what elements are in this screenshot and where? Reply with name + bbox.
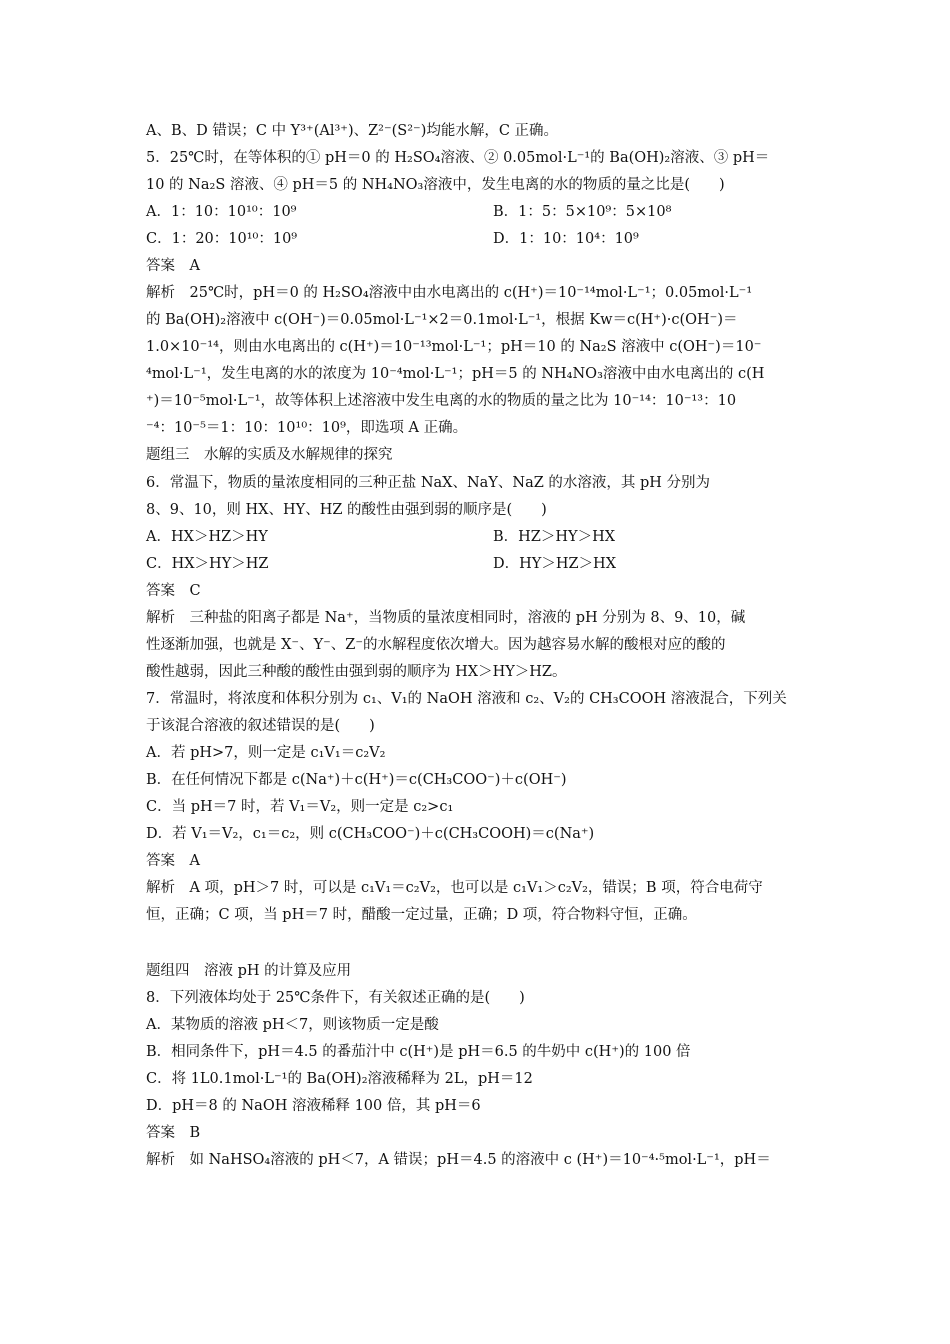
explanation-line: 解析 25℃时，pH＝0 的 H₂SO₄溶液中由水电离出的 c(H⁺)＝10⁻¹⁴mol·L⁻¹；0.05mol·L⁻¹ — [146, 285, 753, 301]
option-a: A．若 pH>7，则一定是 c₁V₁＝c₂V₂ — [146, 745, 386, 761]
question-6-stem: 6．常温下，物质的量浓度相同的三种正盐 NaX、NaY、NaZ 的水溶液，其 pH 分别为 — [146, 475, 711, 491]
text-line: A、B、D 错误；C 中 Y³⁺(Al³⁺)、Z²⁻(S²⁻)均能水解，C 正确。 — [146, 123, 559, 139]
option-a: A．某物质的溶液 pH＜7，则该物质一定是酸 — [146, 1017, 439, 1033]
explanation-line: 1.0×10⁻¹⁴，则由水电离出的 c(H⁺)＝10⁻¹³mol·L⁻¹；pH＝10 的 Na₂S 溶液中 c(OH⁻)＝10⁻ — [146, 339, 762, 355]
answer: 答案 A — [146, 853, 200, 869]
answer: 答案 C — [146, 583, 201, 599]
option-d: D．HY＞HZ＞HX — [493, 556, 617, 572]
option-b: B．相同条件下，pH＝4.5 的番茄汁中 c(H⁺)是 pH＝6.5 的牛奶中 c(H⁺)的 100 倍 — [146, 1044, 691, 1060]
option-d: D．1：10：10⁴：10⁹ — [493, 231, 639, 247]
section-heading: 题组四 溶液 pH 的计算及应用 — [146, 963, 352, 979]
question-7-stem: 7．常温时，将浓度和体积分别为 c₁、V₁的 NaOH 溶液和 c₂、V₂的 CH₃COOH 溶液混合，下列关 — [146, 691, 787, 707]
explanation-line: 解析 A 项，pH＞7 时，可以是 c₁V₁＝c₂V₂，也可以是 c₁V₁＞c₂V₂，错误；B 项，符合电荷守 — [146, 880, 763, 896]
option-b: B．在任何情况下都是 c(Na⁺)＋c(H⁺)＝c(CH₃COO⁻)＋c(OH⁻) — [146, 772, 567, 788]
option-c: C．HX＞HY＞HZ — [146, 556, 269, 572]
explanation-line: 解析 如 NaHSO₄溶液的 pH＜7，A 错误；pH＝4.5 的溶液中 c (H⁺)＝10⁻⁴·⁵mol·L⁻¹，pH＝ — [146, 1152, 771, 1168]
question-5-stem: 10 的 Na₂S 溶液、④ pH＝5 的 NH₄NO₃溶液中，发生电离的水的物质的量之比是( ) — [146, 177, 725, 193]
option-c: C．1：20：10¹⁰：10⁹ — [146, 231, 298, 247]
explanation-line: 解析 三种盐的阳离子都是 Na⁺，当物质的量浓度相同时，溶液的 pH 分别为 8、9、10，碱 — [146, 610, 746, 626]
explanation-line: ⁴mol·L⁻¹，发生电离的水的浓度为 10⁻⁴mol·L⁻¹；pH＝5 的 NH₄NO₃溶液中由水电离出的 c(H — [146, 366, 765, 382]
option-c: C．当 pH＝7 时，若 V₁＝V₂，则一定是 c₂>c₁ — [146, 799, 454, 815]
answer: 答案 A — [146, 258, 200, 274]
section-heading: 题组三 水解的实质及水解规律的探究 — [146, 447, 393, 463]
explanation-line: ⁻⁴：10⁻⁵＝1：10：10¹⁰：10⁹，即选项 A 正确。 — [146, 420, 468, 436]
question-6-stem: 8、9、10，则 HX、HY、HZ 的酸性由强到弱的顺序是( ) — [146, 502, 547, 518]
question-7-stem: 于该混合溶液的叙述错误的是( ) — [146, 718, 375, 734]
option-a: A．HX＞HZ＞HY — [146, 529, 268, 545]
question-8-stem: 8．下列液体均处于 25℃条件下，有关叙述正确的是( ) — [146, 990, 525, 1006]
explanation-line: 性逐渐加强，也就是 X⁻、Y⁻、Z⁻的水解程度依次增大。因为越容易水解的酸根对应的酸的 — [146, 637, 726, 653]
answer: 答案 B — [146, 1125, 201, 1141]
explanation-line: 恒，正确；C 项，当 pH＝7 时，醋酸一定过量，正确；D 项，符合物料守恒，正确。 — [146, 907, 697, 923]
option-a: A．1：10：10¹⁰：10⁹ — [146, 204, 297, 220]
question-5-stem: 5．25℃时，在等体积的① pH＝0 的 H₂SO₄溶液、② 0.05mol·L⁻¹的 Ba(OH)₂溶液、③ pH＝ — [146, 150, 770, 166]
explanation-line: 酸性越弱，因此三种酸的酸性由强到弱的顺序为 HX＞HY＞HZ。 — [146, 664, 567, 680]
option-d: D．pH＝8 的 NaOH 溶液稀释 100 倍，其 pH＝6 — [146, 1098, 481, 1114]
explanation-line: 的 Ba(OH)₂溶液中 c(OH⁻)＝0.05mol·L⁻¹×2＝0.1mol·L⁻¹，根据 Kw＝c(H⁺)·c(OH⁻)＝ — [146, 312, 738, 328]
option-b: B．HZ＞HY＞HX — [493, 529, 616, 545]
option-b: B．1：5：5×10⁹：5×10⁸ — [493, 204, 672, 220]
option-d: D．若 V₁＝V₂，c₁＝c₂，则 c(CH₃COO⁻)＋c(CH₃COOH)＝c(Na⁺) — [146, 826, 595, 842]
explanation-line: ⁺)＝10⁻⁵mol·L⁻¹，故等体积上述溶液中发生电离的水的物质的量之比为 10⁻¹⁴：10⁻¹³：10 — [146, 393, 737, 409]
option-c: C．将 1L0.1mol·L⁻¹的 Ba(OH)₂溶液稀释为 2L，pH＝12 — [146, 1071, 533, 1087]
